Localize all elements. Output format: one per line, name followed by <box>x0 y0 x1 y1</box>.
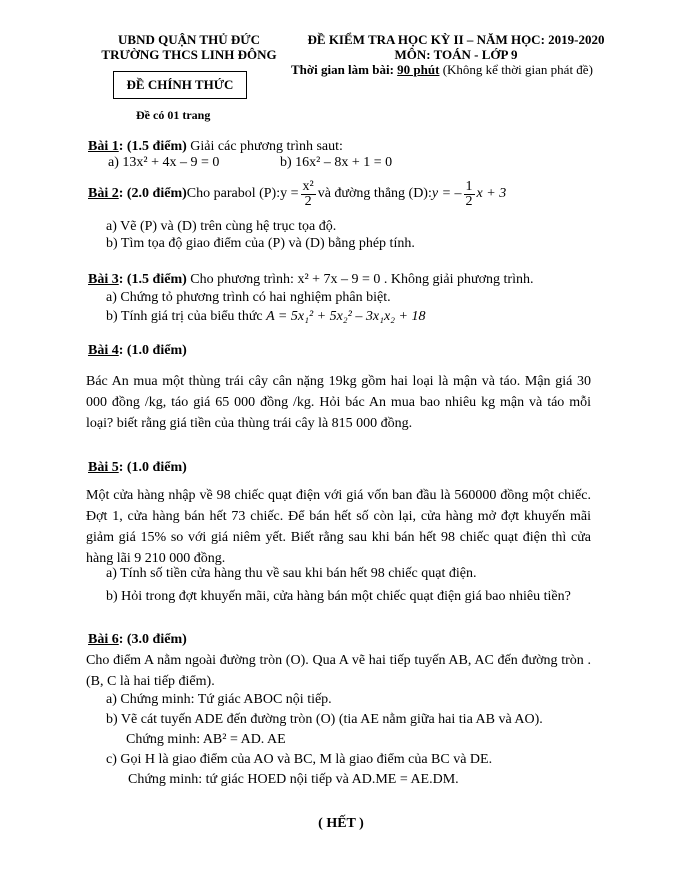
problem-4-heading: Bài 4: (1.0 điểm) <box>88 343 187 358</box>
line-rhs: x + 3 <box>476 186 507 201</box>
problem-5-body: Một cửa hàng nhập về 98 chiếc quạt điện với giá vốn ban đầu là 560000 đồng một chiếc. Đợt 1, cửa hàng bán hết 73 chiếc. Để bán hết số còn lại, cửa hàng mở đợt khuyến mãi giảm giá 15% so với giá niêm yết. Biết rằng sau khi bán hết 98 chiếc quạt điện thì cửa hàng lãi 9 210 000 đồng. <box>86 488 591 566</box>
problem-1-heading: Bài 1: (1.5 điểm) Giải các phương trình saut: <box>88 139 343 154</box>
line-lhs: y = – <box>431 186 462 201</box>
problem-3b: b) Tính giá trị của biểu thức A = 5x₁² + 5x₂² – 3x₁x₂ + 18 <box>106 309 426 324</box>
parabol-lhs: y = <box>280 186 299 201</box>
problem-6b-line1: b) Vẽ cát tuyến ADE đến đường tròn (O) (tia AE nằm giữa hai tia AB và AO). <box>106 712 543 727</box>
problem-3a: a) Chứng tỏ phương trình có hai nghiệm phân biệt. <box>106 290 391 305</box>
problem-6c-line2: Chứng minh: tứ giác HOED nội tiếp và AD.ME = AE.DM. <box>128 772 459 787</box>
problem-6c-line1: c) Gọi H là giao điểm của AO và BC, M là giao điểm của BC và DE. <box>106 752 493 767</box>
problem-6-heading: Bài 6: (3.0 điểm) <box>88 632 187 647</box>
parabol-fraction: $\frac{\text{x²}}{2}$ <box>302 178 314 209</box>
exam-title: ĐỀ KIỂM TRA HỌC KỲ II – NĂM HỌC: 2019-2020 <box>307 32 605 47</box>
time-limit: Thời gian làm bài: 90 phút (Không kể thời gian phát đề) <box>291 62 593 77</box>
problem-3-heading: Bài 3: (1.5 điểm) Cho phương trình: x² + 7x – 9 = 0 . Không giải phương trình. <box>88 272 534 287</box>
problem-6a: a) Chứng minh: Tứ giác ABOC nội tiếp. <box>106 692 332 707</box>
official-exam-box: ĐỀ CHÍNH THỨC <box>113 71 247 99</box>
subject: MÔN: TOÁN - LỚP 9 <box>394 47 518 62</box>
school-name: TRƯỜNG THCS LINH ĐÔNG <box>101 47 277 62</box>
problem-2a: a) Vẽ (P) và (D) trên cùng hệ trục tọa độ. <box>106 219 337 234</box>
end-marker: ( HẾT ) <box>318 816 364 831</box>
problem-6-body: Cho điểm A nằm ngoài đường tròn (O). Qua A vẽ hai tiếp tuyến AB, AC đến đường tròn . (B, C là hai tiếp điểm). <box>86 653 591 689</box>
problem-1b: b) 16x² – 8x + 1 = 0 <box>280 155 393 170</box>
problem-5b: b) Hỏi trong đợt khuyến mãi, cửa hàng bán một chiếc quạt điện giá bao nhiêu tiền? <box>106 589 571 604</box>
department-name: UBND QUẬN THỦ ĐỨC <box>118 32 260 47</box>
problem-2b: b) Tìm tọa độ giao điểm của (P) và (D) bằng phép tính. <box>106 236 415 251</box>
problem-5a: a) Tính số tiền cửa hàng thu về sau khi bán hết 98 chiếc quạt điện. <box>106 566 477 581</box>
problem-4-body: Bác An mua một thùng trái cây cân nặng 19kg gồm hai loại là mận và táo. Mận giá 30 000 đồng /kg, táo giá 65 000 đồng /kg. Hỏi bác An mua bao nhiêu kg mận và táo mỗi loại? biết rằng giá tiền của thùng trái cây là 815 000 đồng. <box>86 374 591 431</box>
line-fraction: $\frac{1}{2}$ <box>465 178 473 209</box>
pages-note: Đề có 01 trang <box>136 108 211 122</box>
problem-5-heading: Bài 5: (1.0 điểm) <box>88 460 187 475</box>
problem-1a: a) 13x² + 4x – 9 = 0 <box>108 155 220 170</box>
problem-6b-line2: Chứng minh: AB² = AD. AE <box>126 732 286 747</box>
problem-2-heading: Bài 2 : (2.0 điểm) Cho parabol (P): y = $\frac{\text{x²}}{2}$ và đường thẳng (D): y = – $\frac{1}{2}$ x + 3 <box>88 178 507 209</box>
